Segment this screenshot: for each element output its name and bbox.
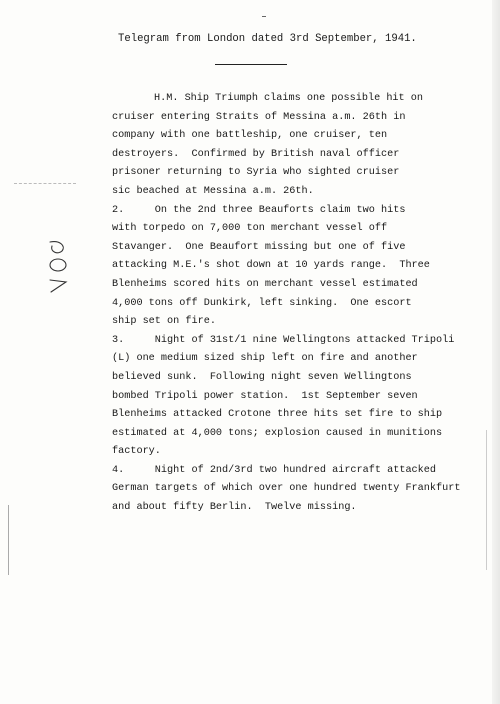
body-line: attacking M.E.'s shot down at 10 yards range. Three — [112, 260, 430, 272]
margin-dashed-line — [14, 183, 76, 185]
telegram-body — [112, 90, 492, 518]
scan-edge-mark — [8, 505, 9, 575]
body-line: Stavanger. One Beaufort missing but one of five — [112, 241, 406, 253]
body-line: with torpedo on 7,000 ton merchant vessel off — [112, 223, 388, 235]
body-line: company with one battleship, one cruiser, ten — [112, 130, 388, 142]
body-line: estimated at 4,000 tons; explosion caused in munitions — [112, 427, 443, 439]
body-line: and about fifty Berlin. Twelve missing. — [112, 502, 357, 514]
body-line: prisoner returning to Syria who sighted cruiser — [112, 167, 400, 179]
body-line: 3. Night of 31st/1 nine Wellingtons attacked Tripoli — [112, 334, 455, 346]
body-line: (L) one medium sized ship left on fire and another — [112, 353, 418, 365]
body-line: 4,000 tons off Dunkirk, left sinking. One escort — [112, 297, 412, 309]
body-line: factory. — [112, 446, 161, 458]
body-line: Blenheims attacked Crotone three hits set fire to ship — [112, 409, 443, 421]
body-line: 4. Night of 2nd/3rd two hundred aircraft attacked — [112, 464, 437, 476]
body-line: bombed Tripoli power station. 1st September seven — [112, 390, 418, 402]
body-line: destroyers. Confirmed by British naval officer — [112, 148, 400, 160]
body-line: Blenheims scored hits on merchant vessel estimated — [112, 278, 418, 290]
paper-mark — [262, 16, 266, 17]
body-line: H.M. Ship Triumph claims one possible hit on — [154, 93, 423, 104]
title-underline — [215, 64, 287, 65]
handwritten-reference-number — [38, 238, 78, 298]
body-line: ship set on fire. — [112, 316, 216, 328]
body-line: sic beached at Messina a.m. 26th. — [112, 185, 314, 197]
document-title: Telegram from London dated 3rd September, 1941. — [118, 33, 417, 45]
body-line: German targets of which over one hundred twenty Frankfurt — [112, 483, 461, 495]
body-line: cruiser entering Straits of Messina a.m. 26th in — [112, 111, 406, 123]
body-line: believed sunk. Following night seven Wellingtons — [112, 371, 412, 383]
scan-edge-mark — [486, 430, 487, 570]
body-line: 2. On the 2nd three Beauforts claim two hits — [112, 204, 406, 216]
scan-page-edge — [492, 0, 500, 704]
